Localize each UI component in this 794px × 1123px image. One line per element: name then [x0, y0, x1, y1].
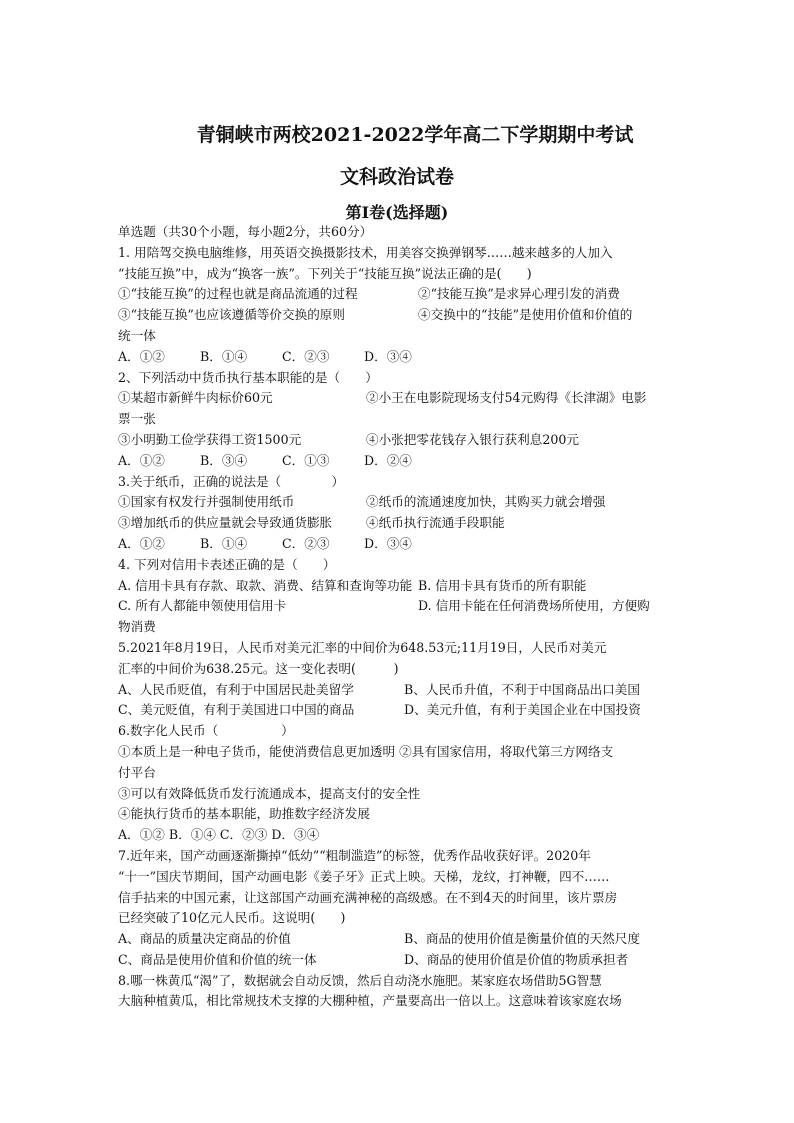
q3-statement-1: ①国家有权发行并强制使用纸币 — [118, 494, 295, 510]
q3-statement-3: ③增加纸币的供应量就会导致通货膨胀 — [118, 515, 333, 531]
q3-option-d[interactable]: D．③④ — [364, 535, 412, 551]
q2-option-d[interactable]: D．②④ — [364, 452, 412, 468]
q1-statements-row1 — [118, 284, 678, 305]
q1-statement-1: ①“技能互换”的过程也就是商品流通的过程 — [118, 286, 358, 302]
q1-statements-row2 — [118, 305, 678, 326]
q2-statements-row2 — [118, 430, 678, 451]
q1-options — [118, 347, 678, 368]
q1-statement-3: ③“技能互换”也应该遵循等价交换的原则 — [118, 307, 345, 323]
q5-options-row2 — [118, 700, 678, 721]
q7-option-d[interactable]: D、商品的使用价值是价值的物质承担者 — [404, 951, 629, 967]
instructions: 单选题（共30个小题，每小题2分，共60分） — [118, 224, 373, 239]
q5-stem-line1: 5.2021年8月19日，人民币对美元汇率的中间价为648.53元;11月19日，人民币对美元 — [118, 639, 607, 655]
q1-option-a[interactable]: A．①② — [118, 348, 165, 364]
q3-statements-row1 — [118, 492, 678, 513]
q6-stem: 6.数字化人民币（ ） — [118, 723, 294, 739]
q4-options-row1 — [118, 576, 678, 597]
q3-option-b[interactable]: B．①④ — [200, 535, 248, 551]
q2-options — [118, 451, 678, 472]
q1-option-c[interactable]: C．②③ — [282, 348, 330, 364]
q4-options-row2 — [118, 596, 678, 617]
q6-options[interactable]: A．①② B．①④ C．②③ D．③④ — [118, 827, 320, 843]
q7-stem-line2: “十一”国庆节期间，国产动画电影《姜子牙》正式上映。天梯，龙纹，打神鞭，四不…… — [118, 868, 610, 884]
q7-options-row1 — [118, 929, 678, 950]
q8-stem-line2: 大脑种植黄瓜，相比常规技术支撑的大棚种植，产量要高出一倍以上。这意味着该家庭农场 — [118, 993, 622, 1009]
exam-subtitle: 文科政治试卷 — [339, 166, 454, 188]
q7-options-row2 — [118, 950, 678, 971]
q3-option-c[interactable]: C．②③ — [282, 535, 330, 551]
q3-statements-row2 — [118, 513, 678, 534]
q2-stem: 2、下列活动中货币执行基本职能的是（ ） — [118, 369, 378, 385]
q5-option-a[interactable]: A、人民币贬值，有利于中国居民赴美留学 — [118, 681, 354, 697]
q5-option-d[interactable]: D、美元升值，有利于美国企业在中国投资 — [404, 702, 641, 718]
q4-option-b[interactable]: B. 信用卡具有货币的所有职能 — [418, 577, 587, 593]
q8-stem-line1: 8.哪一株黄瓜“渴”了，数据就会自动反馈，然后自动浇水施肥。某家庭农场借助5G智慧 — [118, 972, 602, 988]
q2-option-c[interactable]: C．①③ — [282, 452, 330, 468]
q5-options-row1 — [118, 680, 678, 701]
q4-option-d[interactable]: D. 信用卡能在任何消费场所使用，方便购 — [418, 598, 650, 614]
q4-option-c[interactable]: C. 所有人都能申领使用信用卡 — [118, 598, 287, 614]
q5-stem-line2: 汇率的中间价为638.25元。这一变化表明( ) — [118, 660, 399, 676]
q2-statements-row1 — [118, 388, 678, 409]
q6-statements-1-2: ①本质上是一种电子货币，能使消费信息更加透明 ②具有国家信用，将取代第三方网络支 — [118, 743, 614, 759]
q1-option-b[interactable]: B．①④ — [200, 348, 248, 364]
q3-options — [118, 534, 678, 555]
q7-stem-line1: 7.近年来，国产动画逐渐撕掉“低幼”“粗制滥造”的标签，优秀作品收获好评。2020年 — [118, 847, 591, 863]
q2-statement-1: ①某超市新鲜牛肉标价60元 — [118, 390, 273, 406]
q4-stem: 4. 下列对信用卡表述正确的是（ ） — [118, 556, 336, 572]
q7-option-a[interactable]: A、商品的质量决定商品的价值 — [118, 931, 291, 947]
q4-option-a[interactable]: A. 信用卡具有存款、取款、消费、结算和查询等功能 — [118, 577, 413, 593]
q1-option-d[interactable]: D．③④ — [364, 348, 412, 364]
q3-statement-4: ④纸币执行流通手段职能 — [366, 515, 505, 531]
q2-statement-2-cont: 票一张 — [118, 411, 156, 427]
section-title: 第Ⅰ卷(选择题) — [345, 203, 449, 222]
q2-statement-3: ③小明勤工俭学获得工资1500元 — [118, 431, 302, 447]
q7-stem-line4: 已经突破了10亿元人民币。这说明( ) — [118, 910, 346, 926]
q2-option-b[interactable]: B．③④ — [200, 452, 248, 468]
question-body — [118, 222, 678, 1012]
q1-statement-4: ④交换中的“技能”是使用价值和价值的 — [418, 307, 633, 323]
q1-statement-2: ②“技能互换”是求异心理引发的消费 — [418, 286, 620, 302]
q3-option-a[interactable]: A．①② — [118, 535, 165, 551]
q6-statement-2-cont: 付平台 — [118, 764, 156, 780]
q2-option-a[interactable]: A．①② — [118, 452, 165, 468]
q1-statement-4-cont: 统一体 — [118, 327, 156, 343]
q1-stem-line2: “技能互换”中，成为“换客一族”。下列关于“技能互换”说法正确的是( ) — [118, 265, 532, 281]
q7-stem-line3: 信手拈来的中国元素，让这部国产动画充满神秘的高级感。在不到4天的时间里，该片票房 — [118, 889, 618, 905]
q1-stem-line1: 1. 用陪驾交换电脑维修，用英语交换摄影技术，用美容交换弹钢琴……越来越多的人加入 — [118, 244, 613, 260]
q3-statement-2: ②纸币的流通速度加快，其购买力就会增强 — [366, 494, 606, 510]
q3-stem: 3.关于纸币，正确的说法是（ ） — [118, 473, 345, 489]
q5-option-b[interactable]: B、人民币升值，不利于中国商品出口美国 — [404, 681, 640, 697]
q4-option-d-cont: 物消费 — [118, 619, 156, 635]
q6-statement-4: ④能执行货币的基本职能，助推数字经济发展 — [118, 806, 370, 822]
q2-statement-2: ②小王在电影院现场支付54元购得《长津湖》电影 — [366, 390, 647, 406]
q7-option-b[interactable]: B、商品的使用价值是衡量价值的天然尺度 — [404, 931, 640, 947]
q2-statement-4: ④小张把零花钱存入银行获利息200元 — [366, 431, 579, 447]
exam-title: 青铜峡市两校2021-2022学年高二下学期期中考试 — [196, 124, 634, 146]
q5-option-c[interactable]: C、美元贬值，有利于美国进口中国的商品 — [118, 702, 355, 718]
q7-option-c[interactable]: C、商品是使用价值和价值的统一体 — [118, 951, 317, 967]
q6-statement-3: ③可以有效降低货币发行流通成本，提高支付的安全性 — [118, 785, 421, 801]
